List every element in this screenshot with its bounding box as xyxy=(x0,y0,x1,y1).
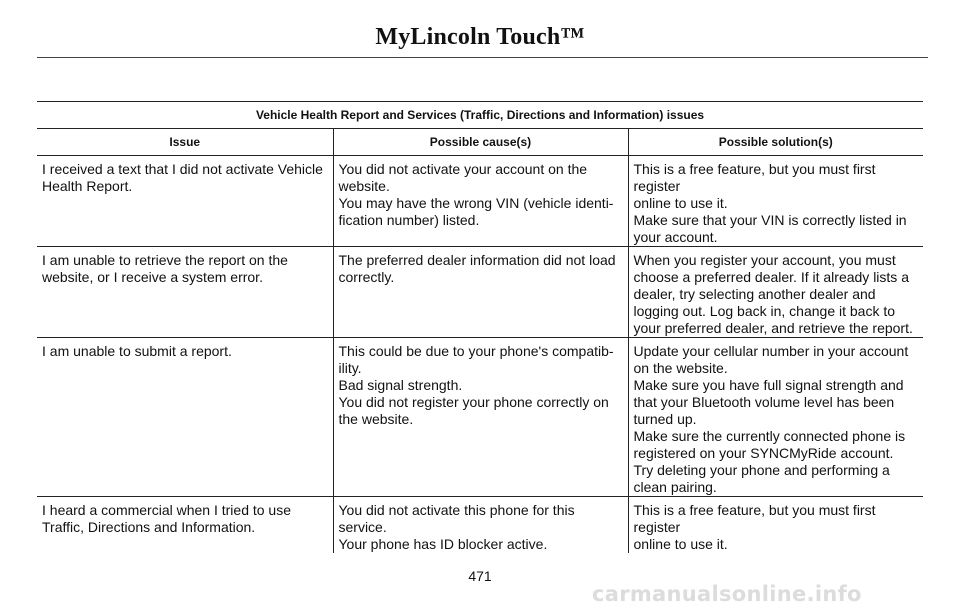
solution-cell xyxy=(628,338,923,497)
solution-text-line: that your Bluetooth volume level has been xyxy=(633,394,895,410)
solution-text-line: Try deleting your phone and performing a xyxy=(633,462,890,478)
watermark-logo: carmanualsonline.info xyxy=(592,582,862,606)
header-divider xyxy=(37,57,928,58)
solution-text-line: clean pairing. xyxy=(633,479,717,495)
cause-text-line: the website. xyxy=(338,411,414,427)
cause-text-line: You did not activate this phone for this service. xyxy=(338,502,575,535)
issue-text-line: Traffic, Directions and Information. xyxy=(42,519,256,535)
solution-text-line: Make sure the currently connected phone is xyxy=(633,428,906,444)
issue-cell xyxy=(37,247,333,338)
issue-text-line: I am unable to retrieve the report on the xyxy=(42,252,288,268)
table-caption: Vehicle Health Report and Services (Traffic, Directions and Information) issues xyxy=(37,102,923,129)
solution-text-line: online to use it. xyxy=(633,195,728,211)
page-header-title: MyLincoln Touch™ xyxy=(375,24,585,50)
issue-cell xyxy=(37,338,333,497)
solution-text-line: Make sure that your VIN is correctly listed in xyxy=(633,212,907,228)
cause-text-line: This could be due to your phone's compatib- xyxy=(338,343,614,359)
solution-text-line: When you register your account, you must xyxy=(633,252,896,268)
table-row xyxy=(37,338,923,497)
table-row xyxy=(37,247,923,338)
issue-cell xyxy=(37,497,333,554)
solution-cell xyxy=(628,156,923,247)
solution-text-line: your preferred dealer, and retrieve the report. xyxy=(633,320,913,336)
solution-text-line: online to use it. xyxy=(633,536,728,552)
cause-text-line: correctly. xyxy=(338,269,395,285)
solution-text-line: turned up. xyxy=(633,411,697,427)
issue-text-line: I received a text that I did not activate Vehicle xyxy=(42,161,323,177)
cause-text-line: You may have the wrong VIN (vehicle identi- xyxy=(338,195,614,211)
issue-text-line: Health Report. xyxy=(42,178,133,194)
solution-text-line: registered on your SYNCMyRide account. xyxy=(633,445,894,461)
solution-text-line: on the website. xyxy=(633,360,728,376)
solution-text-line: your account. xyxy=(633,229,718,245)
cause-text-line: ility. xyxy=(338,360,362,376)
table-row xyxy=(37,497,923,554)
cause-text-line: fication number) listed. xyxy=(338,212,480,228)
page-number: 471 xyxy=(468,568,492,584)
cause-cell xyxy=(333,156,628,247)
cause-text-line: website. xyxy=(338,178,390,194)
cause-text-line: The preferred dealer information did not load xyxy=(338,252,616,268)
solution-text-line: logging out. Log back in, change it back to xyxy=(633,303,896,319)
solution-text-line: This is a free feature, but you must first register xyxy=(633,161,876,194)
cause-cell xyxy=(333,497,628,554)
cause-text-line: Bad signal strength. xyxy=(338,377,463,393)
solution-text-line: choose a preferred dealer. If it already lists a xyxy=(633,269,909,285)
cause-text-line: Your phone has ID blocker active. xyxy=(338,536,548,552)
solution-text-line: Update your cellular number in your account xyxy=(633,343,909,359)
cause-text-line: You did not activate your account on the xyxy=(338,161,588,177)
cause-cell xyxy=(333,338,628,497)
solution-text-line: This is a free feature, but you must first register xyxy=(633,502,876,535)
column-header-solution: Possible solution(s) xyxy=(628,129,923,156)
solution-cell xyxy=(628,497,923,554)
solution-cell xyxy=(628,247,923,338)
cause-text-line: You did not register your phone correctly on xyxy=(338,394,609,410)
column-header-cause: Possible cause(s) xyxy=(333,129,628,156)
issues-table xyxy=(37,101,923,553)
issue-text-line: I am unable to submit a report. xyxy=(42,343,232,359)
issue-text-line: I heard a commercial when I tried to use xyxy=(42,502,292,518)
issue-cell xyxy=(37,156,333,247)
cause-cell xyxy=(333,247,628,338)
issue-text-line: website, or I receive a system error. xyxy=(42,269,263,285)
table-row xyxy=(37,156,923,247)
column-header-issue: Issue xyxy=(37,129,333,156)
solution-text-line: Make sure you have full signal strength and xyxy=(633,377,904,393)
solution-text-line: dealer, try selecting another dealer and xyxy=(633,286,876,302)
